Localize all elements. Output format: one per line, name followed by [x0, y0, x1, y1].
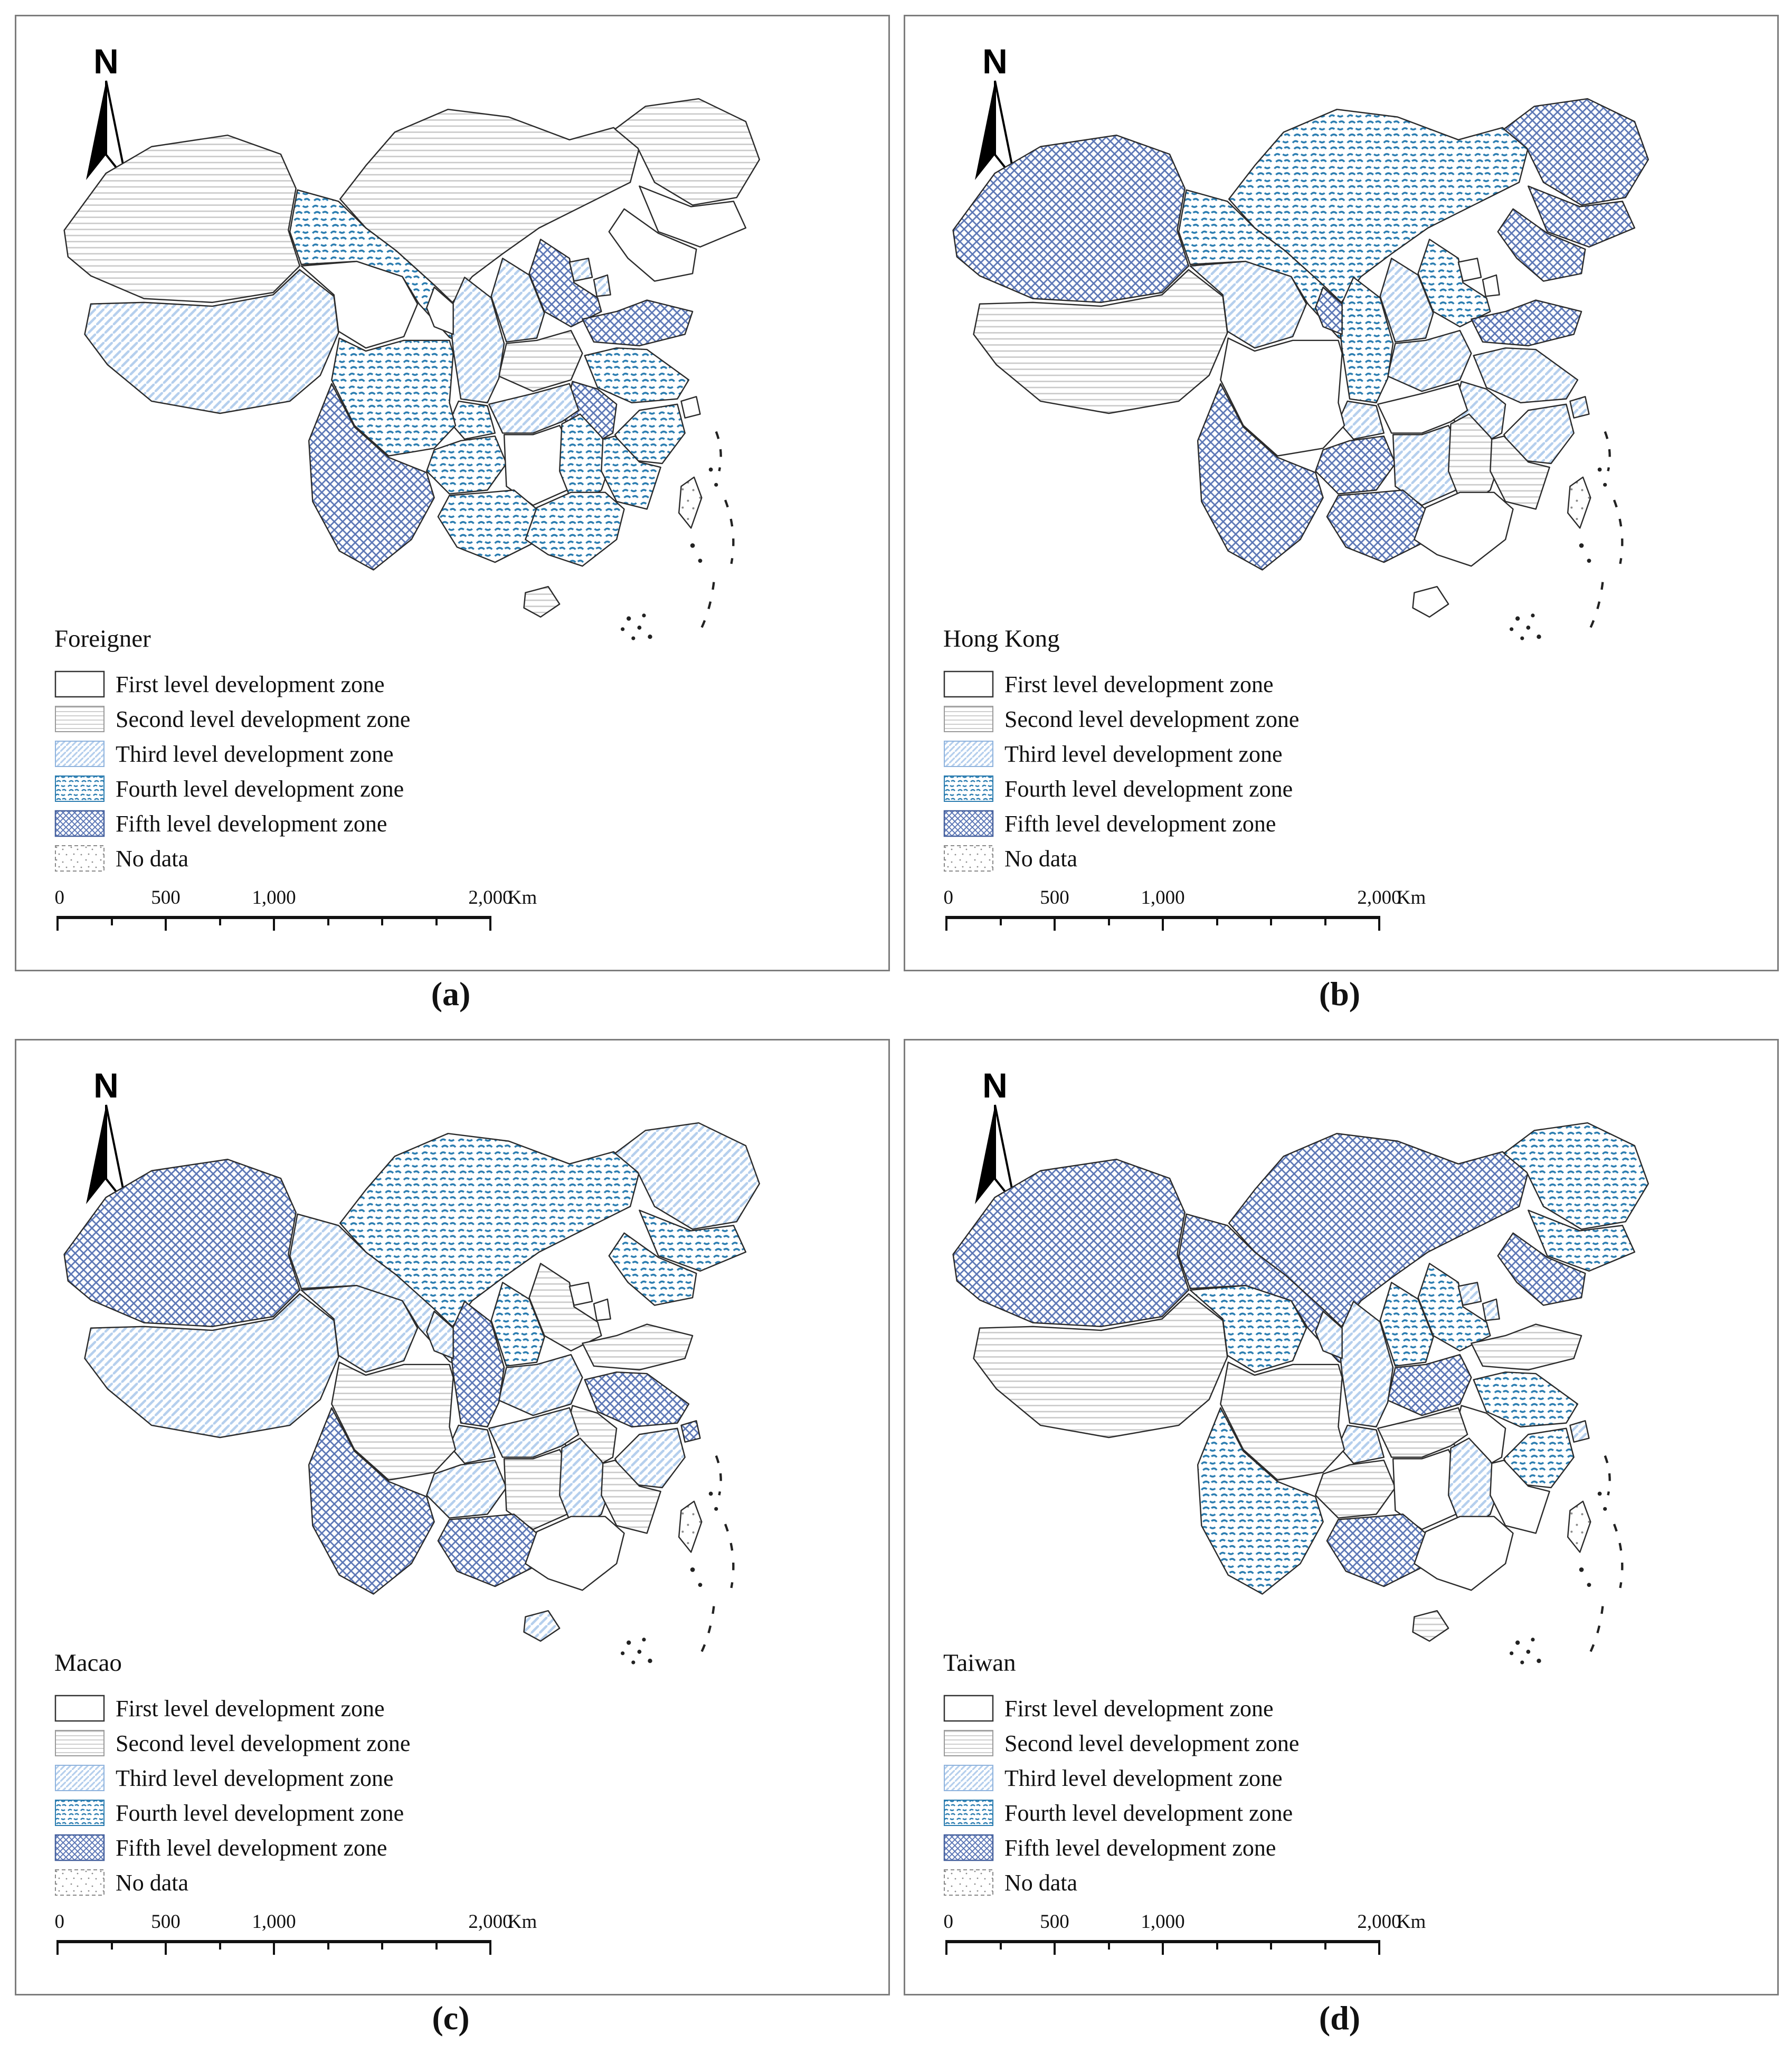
legend-label: Second level development zone: [1004, 1730, 1300, 1756]
scale-bar: [54, 1910, 537, 1963]
province-xinjiang: [64, 1159, 300, 1327]
province-taiwan: [679, 477, 701, 528]
nodata-swatch-icon: [54, 1869, 105, 1896]
legend-item-level3: [54, 736, 410, 771]
level1-swatch-icon: [54, 670, 105, 698]
legend-item-level3: [943, 1761, 1299, 1795]
province-chongqing: [1338, 401, 1383, 439]
north-label: N: [93, 1066, 119, 1105]
legend: [943, 1649, 1299, 1900]
legend-label: No data: [116, 1869, 189, 1896]
province-hainan: [1413, 1611, 1449, 1641]
scale-label-0: 0: [54, 887, 64, 909]
legend-label: No data: [1004, 845, 1078, 872]
level2-swatch-icon: [943, 705, 994, 733]
level4-swatch-icon: [54, 1799, 105, 1827]
map-holder: [926, 1099, 1686, 1676]
province-taiwan: [1568, 477, 1590, 528]
legend-item-level2: [943, 1726, 1299, 1761]
province-shanghai: [681, 396, 700, 418]
level2-swatch-icon: [943, 1729, 994, 1757]
china-map: [37, 1099, 798, 1676]
legend-item-level1: [943, 667, 1299, 702]
map-holder: [37, 1099, 798, 1676]
province-xinjiang: [64, 135, 300, 302]
north-label: N: [982, 1066, 1008, 1105]
level5-swatch-icon: [54, 810, 105, 837]
province-chongqing: [449, 1425, 495, 1463]
scale-label-2000: 2,000: [1357, 1911, 1401, 1933]
province-chongqing: [449, 401, 495, 439]
scale-labels: [943, 1910, 1426, 1935]
legend-item-level5: [943, 1830, 1299, 1865]
scale-labels: [943, 886, 1426, 911]
legend-label: First level development zone: [1004, 1695, 1274, 1721]
level2-swatch-icon: [54, 1729, 105, 1757]
legend-label: Fifth level development zone: [1004, 1834, 1276, 1861]
province-layer: [64, 1123, 760, 1641]
province-guangdong: [525, 493, 624, 566]
scale-label-1000: 1,000: [1141, 1911, 1185, 1933]
legend-label: Fourth level development zone: [1004, 775, 1293, 802]
scale-unit: Km: [507, 887, 537, 909]
north-label: N: [982, 42, 1008, 81]
scale-bar: [54, 886, 537, 939]
legend-label: Second level development zone: [116, 706, 411, 732]
province-shanghai: [681, 1421, 700, 1442]
level4-swatch-icon: [943, 1799, 994, 1827]
province-layer: [953, 99, 1648, 617]
scale-labels: [54, 886, 537, 911]
legend-title: Hong Kong: [943, 625, 1060, 652]
legend-label: Third level development zone: [116, 741, 394, 767]
legend-item-level5: [943, 806, 1299, 841]
legend-item-level1: [943, 1691, 1299, 1726]
legend: [54, 1649, 410, 1900]
level4-swatch-icon: [54, 775, 105, 802]
legend-label: Third level development zone: [116, 1765, 394, 1791]
province-guangxi: [1327, 1514, 1426, 1586]
level2-swatch-icon: [54, 705, 105, 733]
level3-swatch-icon: [54, 1764, 105, 1792]
province-guangxi: [1327, 490, 1426, 562]
scale-label-500: 500: [1040, 887, 1069, 909]
legend-item-level2: [54, 702, 410, 736]
legend: [943, 625, 1299, 876]
scale-bar-line: [946, 1940, 1379, 1954]
scale-label-0: 0: [943, 1911, 953, 1933]
scale-bar: [943, 1910, 1426, 1963]
china-map: [926, 74, 1686, 652]
level1-swatch-icon: [943, 1695, 994, 1722]
nodata-swatch-icon: [54, 845, 105, 872]
level5-swatch-icon: [943, 810, 994, 837]
province-taiwan: [1568, 1501, 1590, 1552]
legend-item-level2: [943, 702, 1299, 736]
province-taiwan: [679, 1501, 701, 1552]
province-guangdong: [1414, 1517, 1513, 1591]
map-holder: [37, 74, 798, 652]
legend: [54, 625, 410, 876]
legend-label: First level development zone: [1004, 671, 1274, 697]
scale-bar-line: [946, 916, 1379, 930]
legend-item-level2: [54, 1726, 410, 1761]
panel-foreigner: [15, 15, 890, 971]
legend-item-level4: [943, 1795, 1299, 1830]
legend-title: Macao: [54, 1649, 122, 1677]
map-holder: [926, 74, 1686, 652]
scale-label-1000: 1,000: [1141, 887, 1185, 909]
legend-item-nodata: [943, 1865, 1299, 1900]
scale-unit: Km: [1396, 1911, 1426, 1933]
province-tianjin: [1483, 1299, 1500, 1320]
province-beijing: [570, 258, 592, 281]
level3-swatch-icon: [54, 740, 105, 768]
scale-bar-line: [58, 916, 490, 930]
china-map: [926, 1099, 1686, 1676]
province-tianjin: [594, 1299, 611, 1320]
legend-item-nodata: [54, 1865, 410, 1900]
scale-unit: Km: [1396, 887, 1426, 909]
legend-label: Fifth level development zone: [1004, 810, 1276, 837]
province-xinjiang: [953, 1159, 1189, 1327]
province-guizhou: [1315, 436, 1395, 494]
legend-item-level5: [54, 1830, 410, 1865]
level3-swatch-icon: [943, 740, 994, 768]
province-tianjin: [594, 275, 611, 296]
legend-label: Fourth level development zone: [116, 1800, 404, 1826]
legend-item-level5: [54, 806, 410, 841]
panel-taiwan: [904, 1039, 1779, 1995]
scale-label-2000: 2,000: [468, 1911, 513, 1933]
legend-item-nodata: [943, 841, 1299, 876]
level3-swatch-icon: [943, 1764, 994, 1792]
caption-c: (c): [432, 1999, 470, 2037]
province-guangxi: [438, 1514, 537, 1586]
legend-item-level4: [54, 771, 410, 806]
legend-label: Fourth level development zone: [1004, 1800, 1293, 1826]
scale-labels: [54, 1910, 537, 1935]
province-shanghai: [1570, 396, 1589, 418]
legend-label: Third level development zone: [1004, 1765, 1283, 1791]
legend-item-level1: [54, 1691, 410, 1726]
scale-label-1000: 1,000: [252, 887, 296, 909]
legend-label: Fifth level development zone: [116, 810, 387, 837]
level5-swatch-icon: [943, 1834, 994, 1861]
province-guizhou: [1315, 1460, 1395, 1518]
scale-label-0: 0: [54, 1911, 64, 1933]
legend-label: No data: [116, 845, 189, 872]
legend-item-level3: [54, 1761, 410, 1795]
legend-title: Foreigner: [54, 625, 151, 652]
province-guangxi: [438, 490, 537, 562]
province-guizhou: [426, 436, 506, 494]
province-guangdong: [525, 1517, 624, 1591]
legend-item-level4: [54, 1795, 410, 1830]
scale-label-0: 0: [943, 887, 953, 909]
legend-label: Third level development zone: [1004, 741, 1283, 767]
scale-label-2000: 2,000: [1357, 887, 1401, 909]
province-beijing: [1458, 1282, 1481, 1305]
province-guangdong: [1414, 493, 1513, 566]
scale-label-500: 500: [1040, 1911, 1069, 1933]
caption-b: (b): [1319, 975, 1361, 1013]
province-chongqing: [1338, 1425, 1383, 1463]
panel-hong-kong: [904, 15, 1779, 971]
scale-label-1000: 1,000: [252, 1911, 296, 1933]
level1-swatch-icon: [943, 670, 994, 698]
scale-label-2000: 2,000: [468, 887, 513, 909]
province-guizhou: [426, 1460, 506, 1518]
nodata-swatch-icon: [943, 845, 994, 872]
nodata-swatch-icon: [943, 1869, 994, 1896]
scale-label-500: 500: [151, 1911, 181, 1933]
legend-item-level4: [943, 771, 1299, 806]
province-beijing: [570, 1282, 592, 1305]
legend-label: First level development zone: [116, 671, 385, 697]
legend-label: First level development zone: [116, 1695, 385, 1721]
legend-item-level3: [943, 736, 1299, 771]
province-hainan: [524, 1611, 560, 1641]
legend-item-nodata: [54, 841, 410, 876]
level4-swatch-icon: [943, 775, 994, 802]
province-tianjin: [1483, 275, 1500, 296]
province-shanghai: [1570, 1421, 1589, 1442]
legend-label: Fifth level development zone: [116, 1834, 387, 1861]
scale-bar: [943, 886, 1426, 939]
level5-swatch-icon: [54, 1834, 105, 1861]
legend-label: Second level development zone: [116, 1730, 411, 1756]
china-map: [37, 74, 798, 652]
province-beijing: [1458, 258, 1481, 281]
panel-macao: [15, 1039, 890, 1995]
province-layer: [64, 99, 760, 617]
legend-label: No data: [1004, 1869, 1078, 1896]
scale-bar-line: [58, 1940, 490, 1954]
province-layer: [953, 1123, 1648, 1641]
legend-label: Second level development zone: [1004, 706, 1300, 732]
north-label: N: [93, 42, 119, 81]
scale-label-500: 500: [151, 887, 181, 909]
province-hainan: [524, 586, 560, 617]
legend-label: Fourth level development zone: [116, 775, 404, 802]
caption-d: (d): [1319, 1999, 1361, 2037]
province-xinjiang: [953, 135, 1189, 302]
legend-title: Taiwan: [943, 1649, 1016, 1677]
province-hainan: [1413, 586, 1449, 617]
scale-unit: Km: [507, 1911, 537, 1933]
level1-swatch-icon: [54, 1695, 105, 1722]
legend-item-level1: [54, 667, 410, 702]
caption-a: (a): [431, 975, 471, 1013]
